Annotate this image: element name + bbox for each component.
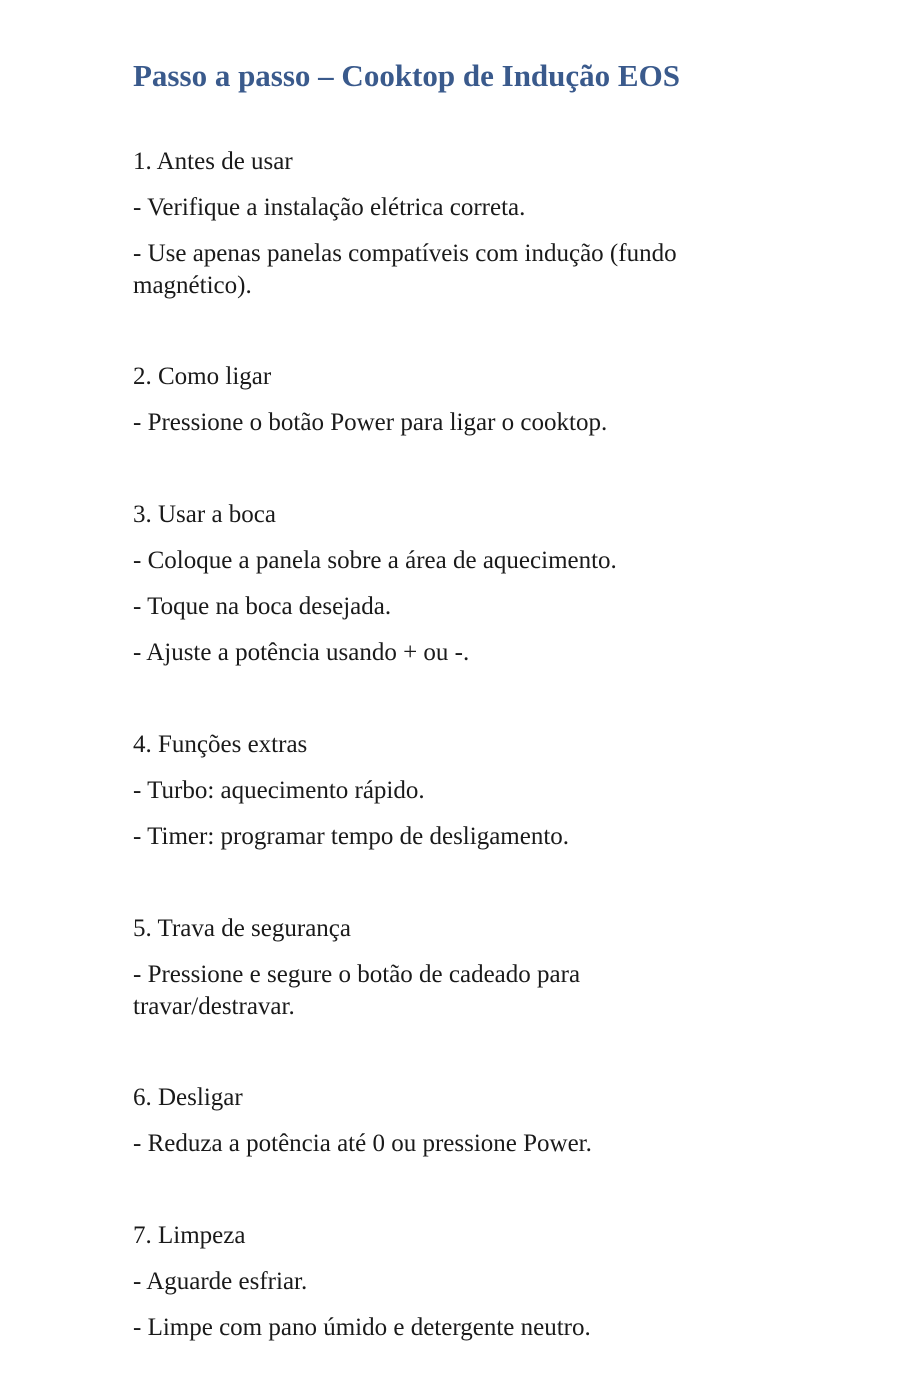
- section-funcoes-extras: [133, 729, 753, 867]
- section-item: - Verifique a instalação elétrica correta.: [133, 194, 526, 221]
- section-item: - Aguarde esfriar.: [133, 1268, 308, 1295]
- section-item: - Use apenas panelas compatíveis com indução (fundo magnético).: [133, 240, 677, 299]
- section-limpeza: [133, 1220, 753, 1358]
- section-item: - Ajuste a potência usando + ou -.: [133, 639, 470, 666]
- section-antes-de-usar: [133, 146, 753, 316]
- section-item: - Coloque a panela sobre a área de aquecimento.: [133, 547, 617, 574]
- section-heading: 7. Limpeza: [133, 1222, 246, 1249]
- section-heading: 4. Funções extras: [133, 731, 308, 758]
- document-title: Passo a passo – Cooktop de Indução EOS: [133, 58, 680, 93]
- section-heading: 1. Antes de usar: [133, 148, 293, 175]
- section-heading: 5. Trava de segurança: [133, 915, 351, 942]
- section-heading: 6. Desligar: [133, 1084, 243, 1111]
- section-desligar: [133, 1082, 753, 1174]
- section-trava-de-seguranca: [133, 913, 753, 1037]
- section-heading: 3. Usar a boca: [133, 501, 276, 528]
- section-item: - Toque na boca desejada.: [133, 593, 392, 620]
- section-item: - Timer: programar tempo de desligamento.: [133, 823, 570, 850]
- section-item: - Limpe com pano úmido e detergente neutro.: [133, 1314, 591, 1341]
- section-item: - Pressione e segure o botão de cadeado para travar/destravar.: [133, 961, 581, 1020]
- section-item: - Reduza a potência até 0 ou pressione Power.: [133, 1130, 592, 1157]
- section-como-ligar: [133, 361, 753, 453]
- section-usar-a-boca: [133, 499, 753, 683]
- section-item: - Turbo: aquecimento rápido.: [133, 777, 425, 804]
- section-heading: 2. Como ligar: [133, 363, 272, 390]
- section-item: - Pressione o botão Power para ligar o cooktop.: [133, 409, 608, 436]
